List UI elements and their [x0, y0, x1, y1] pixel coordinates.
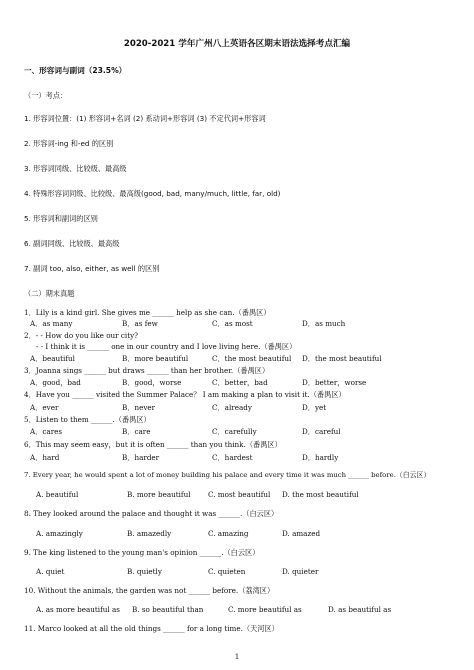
answer-option[interactable]: B．more beautiful	[122, 354, 189, 363]
answer-option[interactable]: B．as few	[122, 319, 158, 328]
answer-option[interactable]: D．as much	[302, 319, 346, 328]
question-stem: 5．Listen to them ______.（番禺区）	[24, 415, 151, 424]
answer-option[interactable]: A. quiet	[36, 567, 65, 576]
answer-option[interactable]: B．good，worse	[122, 378, 182, 387]
question-stem: 3．Joanna sings ______ but draws ______ than her brother.（番禺区）	[24, 366, 270, 375]
answer-option[interactable]: C. most beautiful	[208, 490, 271, 499]
question-stem: 7. Every year, he would spent a lot of money building his palace and every time it was much ______ before.（白云区）	[24, 471, 431, 479]
answer-option[interactable]: C. amazing	[208, 529, 249, 538]
question-stem: 4．Have you ______ visited the Summer Palace？ I am making a plan to visit it.（番禺区）	[24, 390, 346, 399]
answer-option[interactable]: B. amazedly	[127, 529, 172, 538]
answer-option[interactable]: D．the most beautiful	[302, 354, 382, 363]
point-item: 6. 副词同级、比较级、最高级	[24, 239, 120, 248]
answer-option[interactable]: C．already	[212, 403, 252, 412]
answer-option[interactable]: D. as beautiful as	[328, 605, 392, 614]
answer-option[interactable]: A．ever	[30, 403, 59, 412]
question-stem-line2: - - I think it is ______ one in our country and I love living here.（番禺区）	[36, 342, 297, 351]
answer-option[interactable]: B. so beautiful than	[132, 605, 204, 614]
answer-option[interactable]: C．hardest	[212, 453, 253, 462]
answer-option[interactable]: D．careful	[302, 427, 341, 436]
answer-option[interactable]: C. quieten	[208, 567, 246, 576]
answer-option[interactable]: C．as most	[212, 319, 253, 328]
answer-option[interactable]: D．hardly	[302, 453, 339, 462]
answer-option[interactable]: D．yet	[302, 403, 327, 412]
question-stem: 6．This may seem easy，but it is often ______ than you think.（番禺区）	[24, 440, 282, 449]
answer-option[interactable]: D．better，worse	[302, 378, 367, 387]
answer-option[interactable]: A. as more beautiful as	[36, 605, 120, 614]
section-heading: 一、形容词与副词（23.5%）	[24, 66, 127, 75]
question-stem: 9. The king listened to the young man's opinion ______.（白云区）	[24, 548, 260, 557]
question-stem: 8. They looked around the palace and thought it was ______.（白云区）	[24, 509, 279, 518]
point-item: 4. 特殊形容词同级、比较级、最高级(good, bad, many/much, little, far, old)	[24, 189, 281, 198]
answer-option[interactable]: B．care	[122, 427, 151, 436]
point-item: 2. 形容词-ing 和-ed 的区别	[24, 139, 114, 148]
point-item: 1. 形容词位置：(1) 形容词+名词 (2) 系动词+形容词 (3) 不定代词+形容词	[24, 114, 266, 123]
question-stem: 2．- - How do you like our city?	[24, 331, 139, 340]
point-item: 3. 形容词同级、比较级、最高级	[24, 164, 127, 173]
subsection-heading: （二）期末真题	[24, 289, 75, 298]
answer-option[interactable]: D. quieter	[282, 567, 319, 576]
answer-option[interactable]: B. more beautiful	[127, 490, 191, 499]
answer-option[interactable]: A. amazingly	[36, 529, 83, 538]
answer-option[interactable]: B. quietly	[127, 567, 162, 576]
answer-option[interactable]: C．better，bad	[212, 378, 268, 387]
page-number: 1	[234, 652, 240, 661]
answer-option[interactable]: C．carefully	[212, 427, 257, 436]
answer-option[interactable]: A．as many	[30, 319, 73, 328]
subsection-heading: （一）考点：	[24, 91, 68, 100]
point-item: 5. 形容词和副词的区别	[24, 214, 98, 223]
page-title: 2020-2021 学年广州八上英语各区期末语法选择考点汇编	[123, 39, 351, 49]
answer-option[interactable]: D. amazed	[282, 529, 321, 538]
answer-option[interactable]: A．good，bad	[30, 378, 81, 387]
question-stem: 10. Without the animals, the garden was not ______ before.（荔湾区）	[24, 586, 275, 595]
answer-option[interactable]: D. the most beautiful	[282, 490, 359, 499]
answer-option[interactable]: A．hard	[30, 453, 60, 462]
answer-option[interactable]: B．harder	[122, 453, 160, 462]
point-item: 7. 副词 too, also, either, as well 的区别	[24, 264, 160, 273]
answer-option[interactable]: C. more beautiful as	[228, 605, 302, 614]
answer-option[interactable]: C．the most beautiful	[212, 354, 292, 363]
answer-option[interactable]: A．beautiful	[30, 354, 75, 363]
answer-option[interactable]: A. beautiful	[36, 490, 79, 499]
question-stem: 1．Lily is a kind girl. She gives me ______ help as she can.（番禺区）	[24, 308, 271, 317]
answer-option[interactable]: A．cares	[30, 427, 63, 436]
question-stem: 11. Marco looked at all the old things ______ for a long time.（天河区）	[24, 624, 279, 633]
answer-option[interactable]: B．never	[122, 403, 156, 412]
